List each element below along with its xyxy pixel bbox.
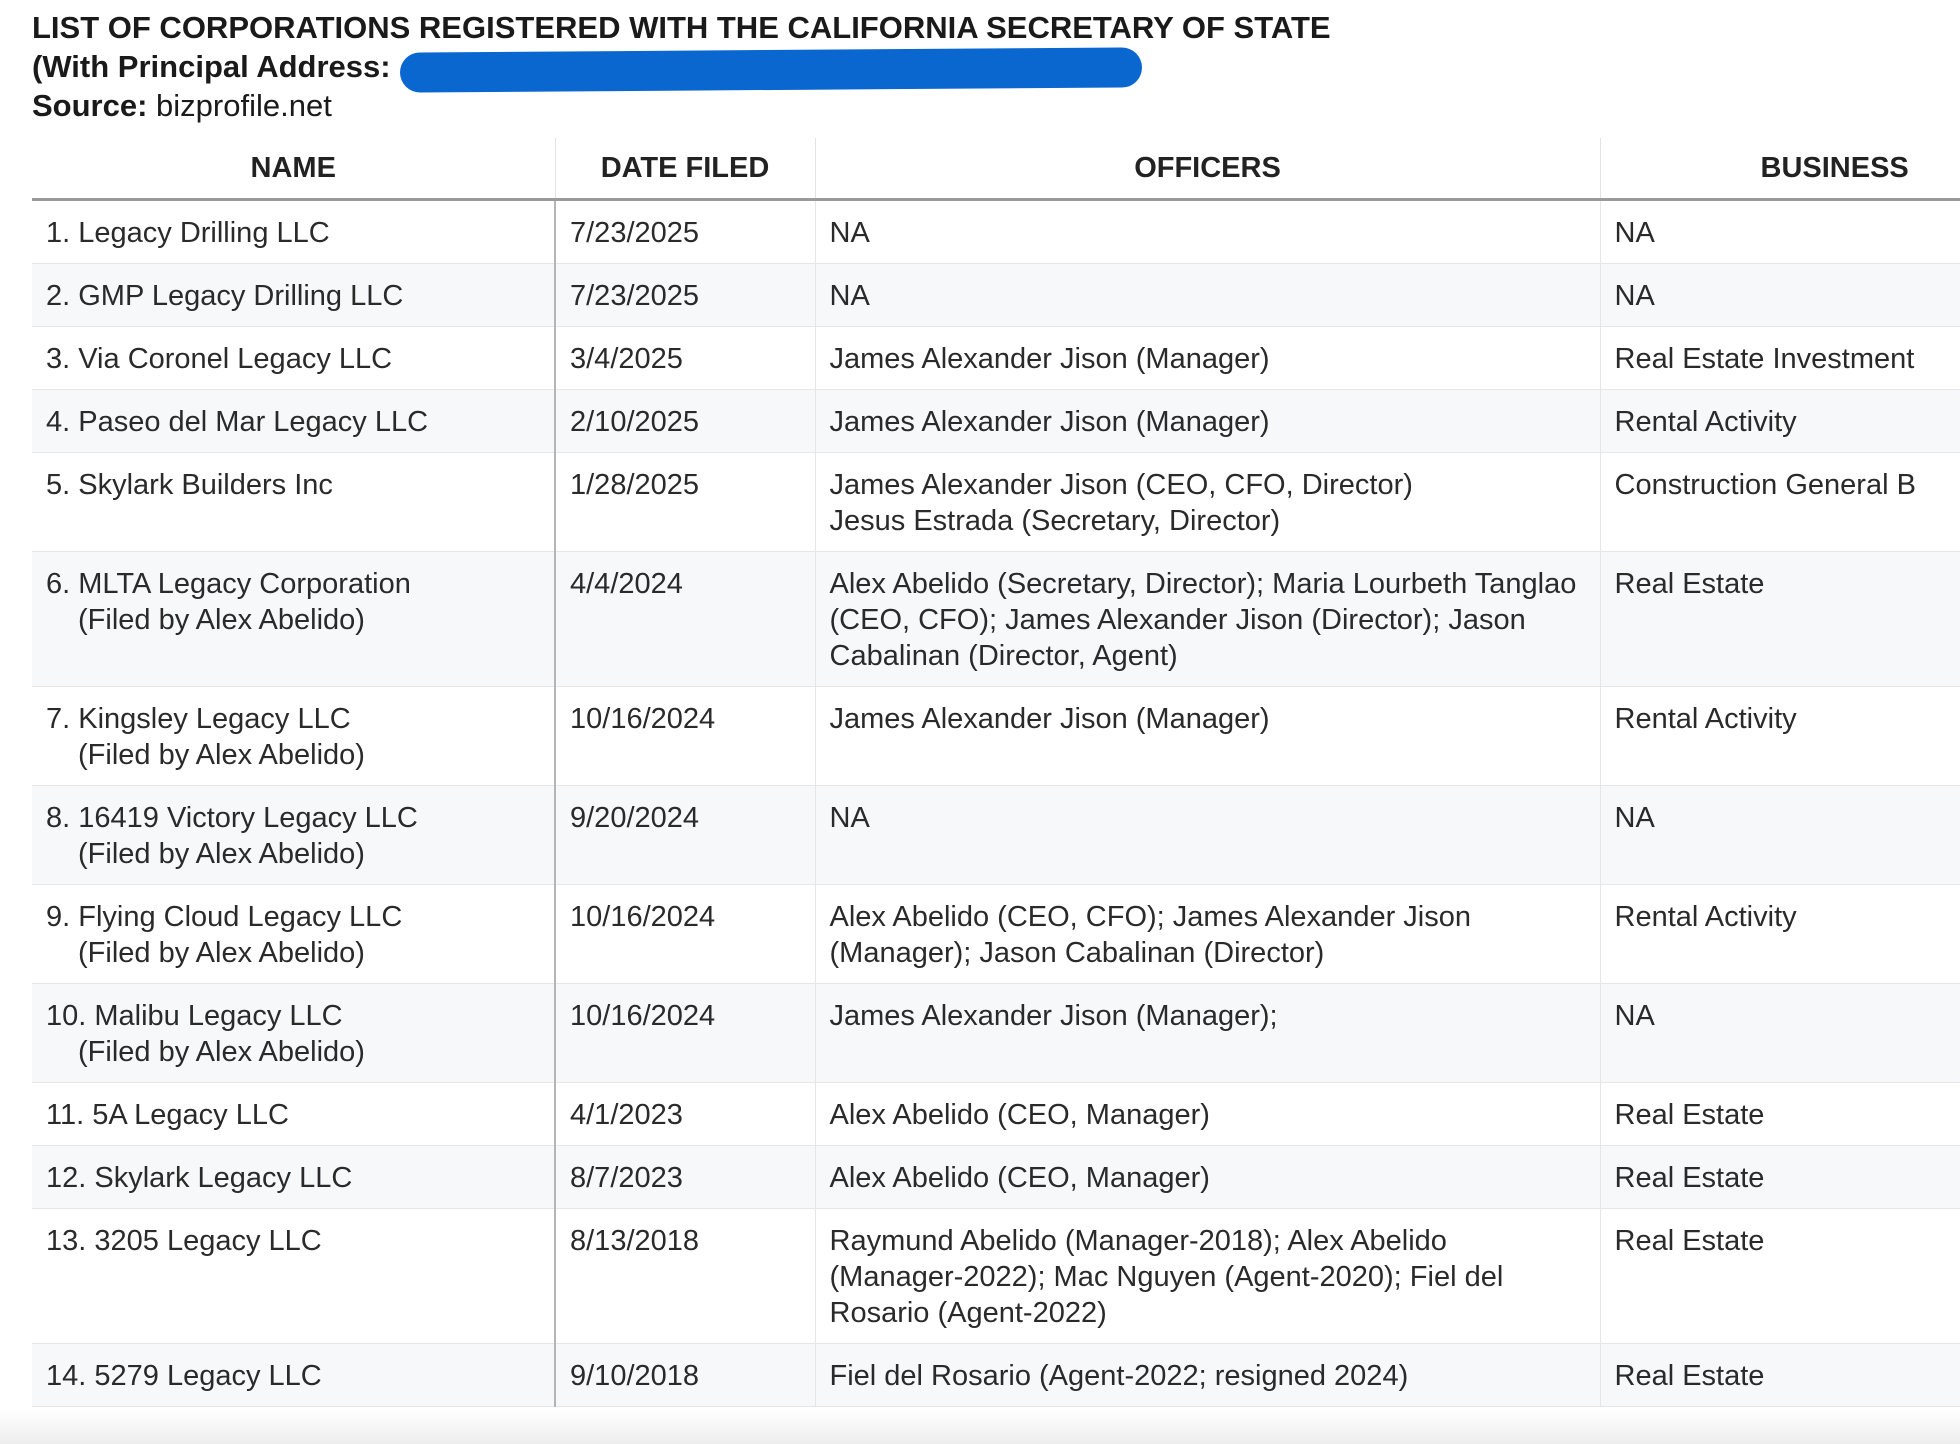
officers-line: NA: [829, 802, 870, 834]
officers-line: Cabalinan (Director, Agent): [829, 640, 1178, 672]
cell-date-filed: 9/20/2024: [555, 786, 815, 885]
cell-officers: [815, 786, 1600, 885]
officers-line: NA: [829, 217, 870, 249]
cell-date-filed: 3/4/2025: [555, 327, 815, 390]
column-header-name: NAME: [32, 138, 555, 200]
cell-officers: [815, 1083, 1600, 1146]
cell-name: [32, 1146, 555, 1209]
table-row: [32, 1083, 1960, 1146]
corporations-table: [32, 138, 1960, 1407]
table-row: [32, 264, 1960, 327]
cell-date-filed: 4/1/2023: [555, 1083, 815, 1146]
filed-by-note: (Filed by Alex Abelido): [78, 739, 365, 771]
page-title: LIST OF CORPORATIONS REGISTERED WITH THE CALIFORNIA SECRETARY OF STATE: [32, 10, 1331, 45]
cell-business: Real Estate: [1600, 1146, 1960, 1209]
cell-date-filed: 10/16/2024: [555, 885, 815, 984]
officers-line: James Alexander Jison (Manager);: [829, 1000, 1278, 1032]
officers-line: NA: [829, 280, 870, 312]
corporation-name: 3. Via Coronel Legacy LLC: [46, 343, 393, 375]
table-row: [32, 1209, 1960, 1344]
cell-date-filed: 8/13/2018: [555, 1209, 815, 1344]
cell-date-filed: 10/16/2024: [555, 687, 815, 786]
cell-business: NA: [1600, 200, 1960, 264]
cell-name: [32, 786, 555, 885]
cell-date-filed: 7/23/2025: [555, 264, 815, 327]
column-header-officers: OFFICERS: [815, 138, 1600, 200]
source-label: Source:: [32, 88, 148, 123]
cell-name: [32, 984, 555, 1083]
officers-line: James Alexander Jison (Manager): [829, 343, 1270, 375]
cell-name: [32, 552, 555, 687]
cell-name: [32, 453, 555, 552]
filed-by-note: (Filed by Alex Abelido): [78, 937, 365, 969]
table-row: [32, 687, 1960, 786]
officers-line: James Alexander Jison (Manager): [829, 406, 1270, 438]
corporation-name: 2. GMP Legacy Drilling LLC: [46, 280, 404, 312]
cell-officers: [815, 1146, 1600, 1209]
table-header-row: [32, 138, 1960, 200]
cell-officers: [815, 200, 1600, 264]
cell-business: Rental Activity: [1600, 885, 1960, 984]
cell-officers: [815, 885, 1600, 984]
corporation-name: 9. Flying Cloud Legacy LLC: [46, 901, 403, 933]
cell-officers: [815, 264, 1600, 327]
cell-name: [32, 687, 555, 786]
column-header-date: DATE FILED: [555, 138, 815, 200]
cell-business: Real Estate: [1600, 552, 1960, 687]
corporation-name: 11. 5A Legacy LLC: [46, 1099, 289, 1131]
cell-business: Construction General B: [1600, 453, 1960, 552]
cell-officers: [815, 390, 1600, 453]
cell-date-filed: 10/16/2024: [555, 984, 815, 1083]
cell-officers: [815, 1344, 1600, 1407]
source-value: bizprofile.net: [156, 88, 332, 123]
cell-name: [32, 390, 555, 453]
filed-by-note: (Filed by Alex Abelido): [78, 604, 365, 636]
officers-line: Alex Abelido (CEO, CFO); James Alexander Jison: [829, 901, 1471, 933]
cell-business: Real Estate Investment: [1600, 327, 1960, 390]
table-row: [32, 552, 1960, 687]
redaction-mark: [400, 47, 1142, 92]
table-row: [32, 1146, 1960, 1209]
cell-name: [32, 1083, 555, 1146]
cell-name: [32, 1209, 555, 1344]
officers-line: Alex Abelido (CEO, Manager): [829, 1162, 1210, 1194]
corporation-name: 10. Malibu Legacy LLC: [46, 1000, 343, 1032]
table-body: [32, 200, 1960, 1407]
cell-officers: [815, 327, 1600, 390]
cell-date-filed: 2/10/2025: [555, 390, 815, 453]
cell-officers: [815, 984, 1600, 1083]
corporation-name: 13. 3205 Legacy LLC: [46, 1225, 322, 1257]
cell-date-filed: 4/4/2024: [555, 552, 815, 687]
table-row: [32, 390, 1960, 453]
cell-name: [32, 264, 555, 327]
officers-line: Alex Abelido (Secretary, Director); Maria Lourbeth Tanglao: [829, 568, 1577, 600]
officers-line: Jesus Estrada (Secretary, Director): [829, 505, 1281, 537]
cell-business: Rental Activity: [1600, 687, 1960, 786]
cell-officers: [815, 453, 1600, 552]
officers-line: (CEO, CFO); James Alexander Jison (Director); Jason: [829, 604, 1526, 636]
source-line: [32, 86, 1932, 125]
table-row: [32, 984, 1960, 1083]
corporation-name: 1. Legacy Drilling LLC: [46, 217, 330, 249]
corporation-name: 8. 16419 Victory Legacy LLC: [46, 802, 418, 834]
cell-business: NA: [1600, 786, 1960, 885]
corporations-table-container: [32, 138, 1960, 1444]
officers-line: Raymund Abelido (Manager-2018); Alex Abelido: [829, 1225, 1447, 1257]
corporation-name: 12. Skylark Legacy LLC: [46, 1162, 353, 1194]
cell-business: Real Estate: [1600, 1083, 1960, 1146]
corporation-name: 6. MLTA Legacy Corporation: [46, 568, 411, 600]
title-line: [32, 8, 1932, 47]
cell-officers: [815, 1209, 1600, 1344]
officers-line: Rosario (Agent-2022): [829, 1297, 1107, 1329]
table-row: [32, 1344, 1960, 1407]
address-label: (With Principal Address:: [32, 49, 391, 84]
table-row: [32, 885, 1960, 984]
cell-business: NA: [1600, 984, 1960, 1083]
corporation-name: 4. Paseo del Mar Legacy LLC: [46, 406, 429, 438]
officers-line: Alex Abelido (CEO, Manager): [829, 1099, 1210, 1131]
officers-line: (Manager-2022); Mac Nguyen (Agent-2020); Fiel del: [829, 1261, 1504, 1293]
column-header-business: BUSINESS: [1600, 138, 1960, 200]
cell-date-filed: 9/10/2018: [555, 1344, 815, 1407]
cell-name: [32, 1344, 555, 1407]
cell-business: Real Estate: [1600, 1209, 1960, 1344]
officers-line: James Alexander Jison (CEO, CFO, Director): [829, 469, 1413, 501]
filed-by-note: (Filed by Alex Abelido): [78, 1036, 365, 1068]
table-row: [32, 786, 1960, 885]
officers-line: James Alexander Jison (Manager): [829, 703, 1270, 735]
cell-name: [32, 327, 555, 390]
cell-name: [32, 200, 555, 264]
cell-business: Rental Activity: [1600, 390, 1960, 453]
filed-by-note: (Filed by Alex Abelido): [78, 838, 365, 870]
cell-date-filed: 8/7/2023: [555, 1146, 815, 1209]
table-row: [32, 327, 1960, 390]
officers-line: Fiel del Rosario (Agent-2022; resigned 2024): [829, 1360, 1409, 1392]
cell-date-filed: 1/28/2025: [555, 453, 815, 552]
corporation-name: 5. Skylark Builders Inc: [46, 469, 333, 501]
cell-officers: [815, 687, 1600, 786]
cell-date-filed: 7/23/2025: [555, 200, 815, 264]
corporation-name: 14. 5279 Legacy LLC: [46, 1360, 322, 1392]
officers-line: (Manager); Jason Cabalinan (Director): [829, 937, 1325, 969]
cell-name: [32, 885, 555, 984]
corporation-name: 7. Kingsley Legacy LLC: [46, 703, 351, 735]
cell-business: NA: [1600, 264, 1960, 327]
cell-officers: [815, 552, 1600, 687]
cell-business: Real Estate: [1600, 1344, 1960, 1407]
table-row: [32, 453, 1960, 552]
table-row: [32, 200, 1960, 264]
